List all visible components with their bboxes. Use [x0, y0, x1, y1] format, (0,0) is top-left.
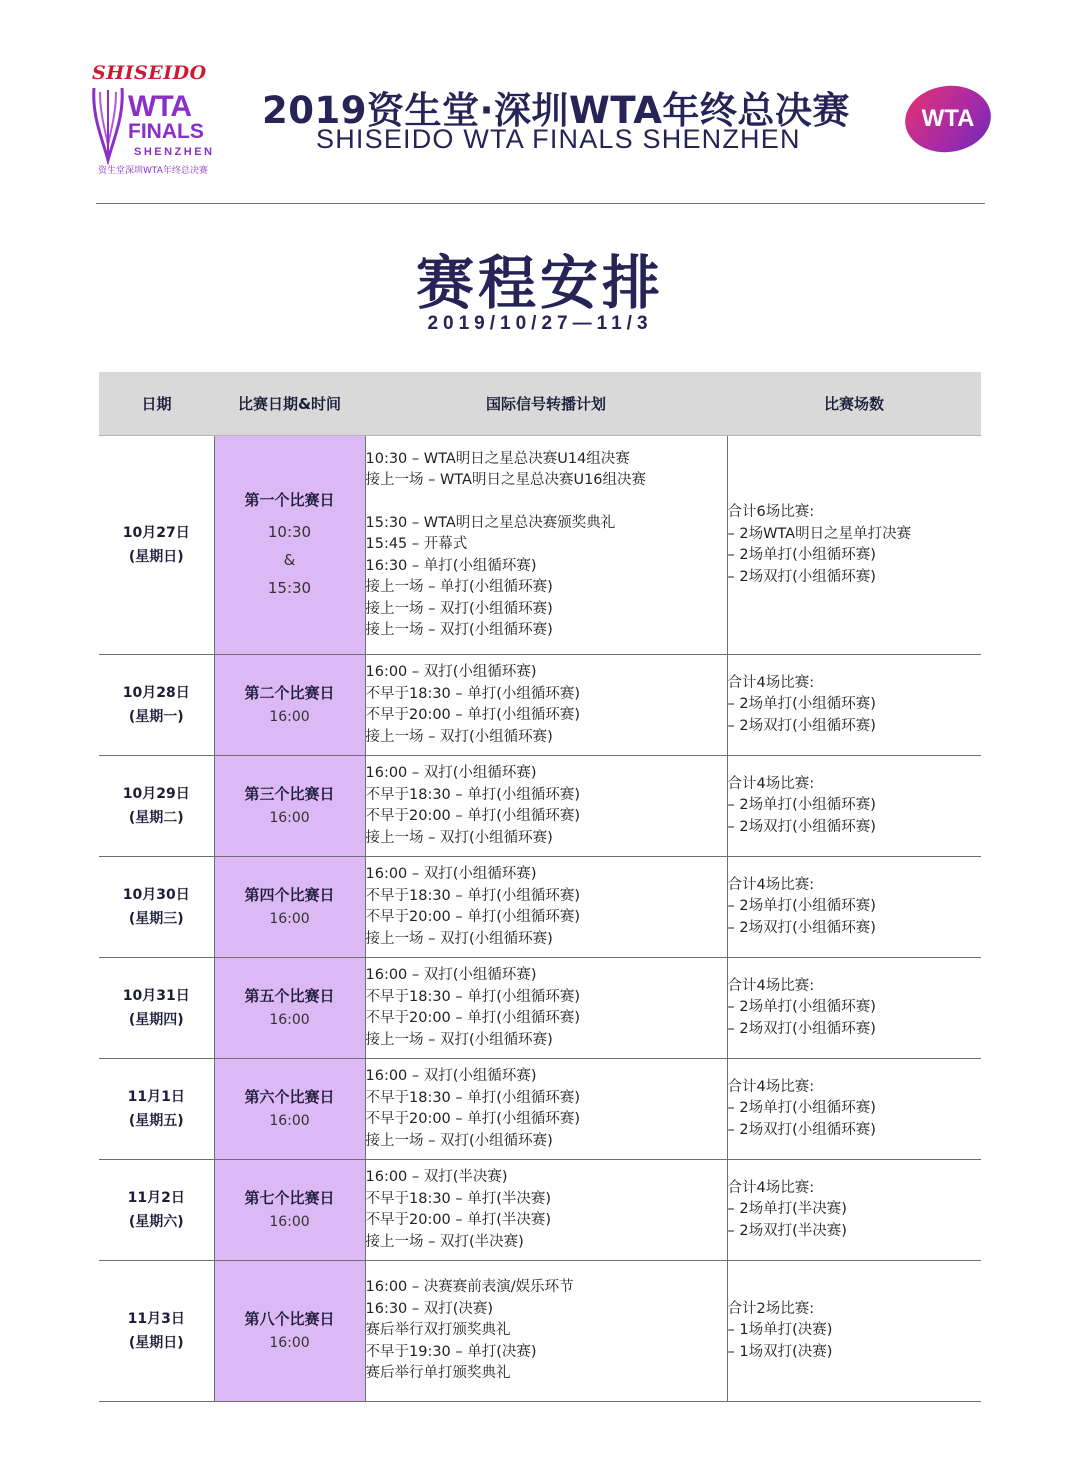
- count-line: 合计4场比赛:: [727, 674, 815, 691]
- table-row: [99, 1261, 981, 1402]
- match-day-name: 第七个比赛日: [244, 1189, 335, 1207]
- program-line: 不早于20:00 – 单打(半决赛): [365, 1212, 552, 1228]
- count-line: – 2场WTA明日之星单打决赛: [727, 525, 912, 542]
- table-header-row: [99, 372, 981, 436]
- match-time: 10:30: [267, 523, 312, 541]
- count-line: – 2场单打(小组循环赛): [727, 999, 876, 1016]
- match-time: 16:00: [269, 709, 310, 725]
- weekday-text: (星期三): [128, 911, 184, 927]
- column-header-match-day: 比赛日期&时间: [214, 372, 365, 436]
- program-line: 16:00 – 双打(小组循环赛): [365, 1068, 537, 1084]
- count-line: 合计4场比赛:: [727, 775, 815, 792]
- program-line: 不早于20:00 – 单打(小组循环赛): [365, 909, 581, 925]
- count-line: – 2场单打(小组循环赛): [727, 898, 876, 915]
- program-line: 不早于18:30 – 单打(半决赛): [365, 1190, 552, 1207]
- match-day-cell: [214, 655, 365, 756]
- match-time: 16:00: [269, 911, 310, 927]
- match-time-separator: &: [283, 551, 296, 569]
- date-cell: [99, 655, 214, 756]
- count-line: – 2场双打(小组循环赛): [727, 568, 876, 585]
- program-line: 16:30 – 双打(决赛): [365, 1300, 494, 1317]
- broadcast-plan-cell: [365, 436, 727, 655]
- event-title-chinese: 2019资生堂·深圳WTA年终总决赛: [262, 89, 850, 132]
- weekday-text: (星期日): [128, 1335, 184, 1351]
- table-row: [99, 1160, 981, 1261]
- count-line: – 2场双打(小组循环赛): [727, 1020, 876, 1037]
- match-count-cell: [727, 756, 981, 857]
- date-cell: [99, 1059, 214, 1160]
- column-header-broadcast-plan: 国际信号转播计划: [365, 372, 727, 436]
- match-time: 16:00: [269, 1012, 310, 1028]
- match-day-name: 第六个比赛日: [244, 1088, 335, 1106]
- program-line: 接上一场 – 双打(小组循环赛): [365, 600, 553, 617]
- table-row: [99, 958, 981, 1059]
- date-cell: [99, 1160, 214, 1261]
- program-line: 不早于18:30 – 单打(小组循环赛): [365, 988, 581, 1005]
- table-row: [99, 756, 981, 857]
- date-text: 11月1日: [127, 1089, 185, 1105]
- match-day-cell: [214, 1160, 365, 1261]
- program-line: 不早于18:30 – 单打(小组循环赛): [365, 685, 581, 702]
- program-line: 16:00 – 双打(小组循环赛): [365, 866, 537, 882]
- program-line: 接上一场 – 双打(半决赛): [365, 1233, 524, 1250]
- match-count-cell: [727, 1059, 981, 1160]
- program-line: 赛后举行双打颁奖典礼: [365, 1322, 511, 1339]
- count-line: 合计6场比赛:: [727, 504, 815, 520]
- match-day-name: 第二个比赛日: [244, 684, 335, 702]
- count-line: – 2场双打(小组循环赛): [727, 818, 876, 835]
- match-count-cell: [727, 1261, 981, 1402]
- broadcast-plan-cell: [365, 857, 727, 958]
- program-line: 16:30 – 单打(小组循环赛): [365, 557, 537, 574]
- logo-wta-text: WTA: [128, 90, 192, 123]
- table-row: [99, 436, 981, 655]
- match-day-name: 第四个比赛日: [244, 886, 335, 904]
- date-text: 10月28日: [122, 685, 190, 701]
- match-day-cell: [214, 1059, 365, 1160]
- count-line: – 2场单打(小组循环赛): [727, 1100, 876, 1117]
- wta-finals-logo: [88, 62, 223, 178]
- program-line: 16:00 – 双打(半决赛): [365, 1169, 508, 1185]
- date-text: 10月30日: [122, 887, 190, 903]
- count-line: – 2场双打(小组循环赛): [727, 717, 876, 734]
- date-range: 2019/10/27—11/3: [427, 313, 653, 334]
- match-count-cell: [727, 857, 981, 958]
- program-line: 接上一场 – 双打(小组循环赛): [365, 829, 553, 846]
- count-line: – 2场单打(小组循环赛): [727, 547, 876, 563]
- program-line: 16:00 – 双打(小组循环赛): [365, 664, 537, 680]
- date-text: 10月27日: [122, 525, 190, 541]
- date-cell: [99, 857, 214, 958]
- match-count-cell: [727, 958, 981, 1059]
- date-text: 10月31日: [122, 988, 190, 1004]
- wta-logo-text: WTA: [921, 105, 975, 132]
- match-day-name: 第五个比赛日: [244, 987, 335, 1005]
- header-divider: [96, 203, 985, 204]
- wta-round-logo: [901, 80, 995, 157]
- program-line: 16:00 – 双打(小组循环赛): [365, 765, 537, 781]
- page-header: [0, 0, 1080, 205]
- weekday-text: (星期日): [128, 549, 184, 565]
- broadcast-plan-cell: [365, 958, 727, 1059]
- count-line: 合计4场比赛:: [727, 1179, 815, 1196]
- match-count-cell: [727, 436, 981, 655]
- count-line: – 2场双打(半决赛): [727, 1222, 847, 1239]
- match-day-cell: [214, 1261, 365, 1402]
- program-line: 不早于19:30 – 单打(决赛): [365, 1343, 537, 1360]
- count-line: – 1场双打(决赛): [727, 1343, 833, 1360]
- weekday-text: (星期四): [128, 1012, 184, 1028]
- count-line: 合计4场比赛:: [727, 876, 815, 893]
- program-line: 16:00 – 双打(小组循环赛): [365, 967, 537, 983]
- program-line: 接上一场 – 单打(小组循环赛): [365, 579, 553, 595]
- date-cell: [99, 756, 214, 857]
- table-row: [99, 857, 981, 958]
- match-time: 16:00: [269, 810, 310, 826]
- program-line: 接上一场 – WTA明日之星总决赛U16组决赛: [365, 472, 647, 488]
- count-line: – 2场单打(小组循环赛): [727, 797, 876, 814]
- logo-tagline: 资生堂深圳WTA年终总决赛: [98, 166, 208, 176]
- weekday-text: (星期五): [128, 1113, 184, 1129]
- broadcast-plan-cell: [365, 1059, 727, 1160]
- program-line: 不早于18:30 – 单打(小组循环赛): [365, 786, 581, 803]
- match-time: 16:00: [269, 1214, 310, 1230]
- match-day-cell: [214, 857, 365, 958]
- broadcast-plan-cell: [365, 1160, 727, 1261]
- trophy-icon: [88, 86, 128, 166]
- count-line: – 1场单打(决赛): [727, 1322, 833, 1339]
- count-line: 合计4场比赛:: [727, 1078, 815, 1095]
- match-day-cell: [214, 436, 365, 655]
- count-line: – 2场单打(半决赛): [727, 1201, 847, 1218]
- match-day-name: 第一个比赛日: [244, 491, 335, 509]
- event-title-english: SHISEIDO WTA FINALS SHENZHEN: [316, 124, 801, 154]
- program-line: 接上一场 – 双打(小组循环赛): [365, 930, 553, 947]
- match-time: 15:30: [267, 579, 312, 597]
- program-line: 不早于20:00 – 单打(小组循环赛): [365, 1111, 581, 1127]
- date-cell: [99, 1261, 214, 1402]
- shiseido-logo-text: SHISEIDO: [92, 62, 207, 84]
- schedule-table: [99, 372, 981, 1402]
- weekday-text: (星期二): [128, 810, 184, 826]
- program-line: 10:30 – WTA明日之星总决赛U14组决赛: [365, 450, 630, 467]
- program-line: 接上一场 – 双打(小组循环赛): [365, 622, 553, 638]
- table-row: [99, 655, 981, 756]
- weekday-text: (星期六): [128, 1214, 184, 1230]
- program-line: 16:00 – 决赛赛前表演/娱乐环节: [365, 1279, 574, 1296]
- match-time: 16:00: [269, 1113, 310, 1129]
- broadcast-plan-cell: [365, 655, 727, 756]
- date-text: 11月3日: [127, 1311, 185, 1327]
- program-line: 接上一场 – 双打(小组循环赛): [365, 1132, 553, 1149]
- column-header-match-count: 比赛场数: [727, 372, 981, 436]
- logo-finals-text: FINALS: [128, 120, 204, 143]
- count-line: 合计2场比赛:: [727, 1300, 815, 1317]
- date-cell: [99, 958, 214, 1059]
- match-day-name: 第三个比赛日: [244, 785, 335, 803]
- weekday-text: (星期一): [128, 709, 184, 725]
- table-row: [99, 1059, 981, 1160]
- column-header-date: 日期: [99, 372, 214, 436]
- program-line: 15:45 – 开幕式: [365, 536, 468, 552]
- broadcast-plan-cell: [365, 1261, 727, 1402]
- match-day-cell: [214, 756, 365, 857]
- program-line: 接上一场 – 双打(小组循环赛): [365, 1031, 553, 1048]
- program-line: 赛后举行单打颁奖典礼: [365, 1365, 511, 1382]
- program-line: 接上一场 – 双打(小组循环赛): [365, 728, 553, 745]
- broadcast-plan-cell: [365, 756, 727, 857]
- count-line: – 2场单打(小组循环赛): [727, 696, 876, 713]
- date-text: 11月2日: [127, 1190, 185, 1206]
- page-title: 赛程安排: [415, 249, 664, 317]
- program-line: 不早于18:30 – 单打(小组循环赛): [365, 887, 581, 904]
- program-line: 不早于20:00 – 单打(小组循环赛): [365, 808, 581, 824]
- count-line: – 2场双打(小组循环赛): [727, 919, 876, 936]
- match-count-cell: [727, 1160, 981, 1261]
- program-line: 不早于18:30 – 单打(小组循环赛): [365, 1089, 581, 1106]
- match-count-cell: [727, 655, 981, 756]
- date-text: 10月29日: [122, 786, 190, 802]
- program-line: 15:30 – WTA明日之星总决赛颁奖典礼: [365, 514, 616, 531]
- program-line: 不早于20:00 – 单打(小组循环赛): [365, 1010, 581, 1026]
- program-line: 不早于20:00 – 单打(小组循环赛): [365, 707, 581, 723]
- logo-city-text: SHENZHEN: [134, 146, 215, 158]
- date-cell: [99, 436, 214, 655]
- count-line: – 2场双打(小组循环赛): [727, 1121, 876, 1138]
- match-time: 16:00: [269, 1335, 310, 1351]
- match-day-name: 第八个比赛日: [244, 1310, 335, 1328]
- match-day-cell: [214, 958, 365, 1059]
- count-line: 合计4场比赛:: [727, 977, 815, 994]
- program-spacer: [366, 492, 727, 513]
